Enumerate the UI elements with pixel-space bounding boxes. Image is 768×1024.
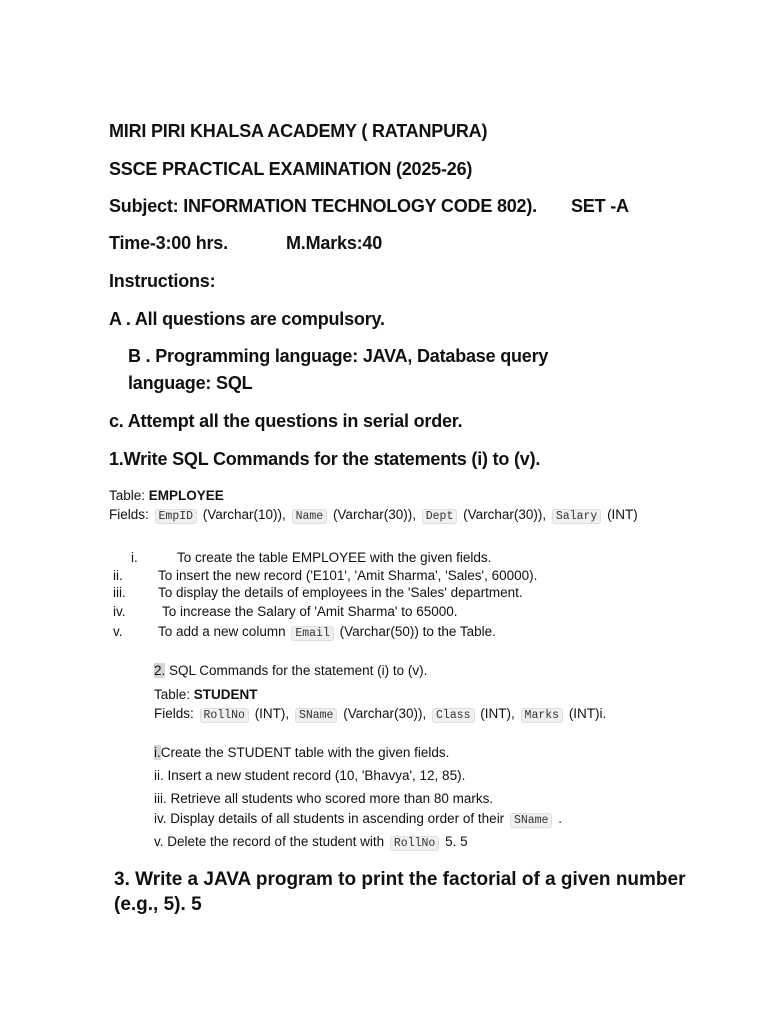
- field-type: (Varchar(30)),: [339, 706, 427, 721]
- q1-item-num: ii.: [113, 568, 123, 583]
- field-empid: EmpID: [155, 509, 198, 524]
- q3-line2: (e.g., 5). 5: [114, 894, 202, 915]
- q2-item-5-text: 5. 5: [441, 834, 468, 849]
- q1-item-num: v.: [113, 624, 123, 639]
- field-rollno: RollNo: [200, 708, 249, 723]
- q1-fields-line: [109, 507, 638, 523]
- q2-item-1-text: Create the STUDENT table with the given fields.: [160, 745, 450, 760]
- q1-item-num: i.: [131, 550, 138, 565]
- q1-item-text-part: (Varchar(50)) to the Table.: [335, 624, 496, 639]
- q2-number: 2.: [154, 663, 166, 678]
- field-dept: Dept: [422, 509, 458, 524]
- q2-item-1-num: i.: [154, 745, 161, 760]
- field-type: (INT),: [250, 706, 290, 721]
- field-sname: SName: [510, 813, 553, 828]
- q2-table-label: Table:: [154, 687, 194, 702]
- field-marks: Marks: [521, 708, 564, 723]
- q1-table-name: EMPLOYEE: [148, 488, 224, 503]
- field-name: Name: [292, 509, 328, 524]
- q2-item-3: iii. Retrieve all students who scored more than 80 marks.: [154, 791, 494, 806]
- field-rollno: RollNo: [390, 836, 439, 851]
- q2-title-text: SQL Commands for the statement (i) to (v).: [165, 663, 428, 678]
- q1-item-num: iv.: [113, 604, 126, 619]
- instruction-c: c. Attempt all the questions in serial order.: [109, 411, 463, 431]
- instruction-b-line2: language: SQL: [128, 373, 253, 393]
- q1-item-text: To display the details of employees in the 'Sales' department.: [158, 585, 523, 600]
- field-type: (INT)i.: [565, 706, 607, 721]
- q2-item-1: [154, 745, 449, 760]
- q1-item-num: iii.: [113, 585, 126, 600]
- field-type: (INT): [603, 507, 638, 522]
- instructions-title: Instructions:: [109, 271, 216, 291]
- field-type: (Varchar(10)),: [199, 507, 286, 522]
- q2-item-4: [154, 811, 562, 827]
- q2-table-name: STUDENT: [193, 687, 258, 702]
- q2-item-4-text: .: [554, 811, 562, 826]
- school-name: MIRI PIRI KHALSA ACADEMY ( RATANPURA): [109, 121, 488, 141]
- subject-line: Subject: INFORMATION TECHNOLOGY CODE 802).: [109, 196, 537, 216]
- time-label: Time-3:00 hrs.: [109, 233, 228, 253]
- field-email: Email: [291, 626, 334, 641]
- q2-title: [154, 663, 427, 678]
- q1-table-line: [109, 488, 224, 503]
- q2-table-line: [154, 687, 258, 702]
- q1-item-text: [158, 624, 496, 640]
- field-type: (Varchar(30)),: [459, 507, 547, 522]
- q1-item-text: To create the table EMPLOYEE with the given fields.: [177, 550, 492, 565]
- set-label: SET -A: [571, 196, 629, 216]
- q2-item-5-text: v. Delete the record of the student with: [154, 834, 388, 849]
- q2-fields-label: Fields:: [154, 706, 198, 721]
- q1-item-text-part: To add a new column: [158, 624, 290, 639]
- q3-line1: 3. Write a JAVA program to print the factorial of a given number: [114, 869, 686, 890]
- field-salary: Salary: [552, 509, 601, 524]
- q1-table-label: Table:: [109, 488, 149, 503]
- marks-label: M.Marks:40: [286, 233, 383, 253]
- q1-item-text: To increase the Salary of 'Amit Sharma' to 65000.: [162, 604, 458, 619]
- field-sname: SName: [295, 708, 338, 723]
- q2-fields-line: [154, 706, 606, 722]
- instruction-b-line1: B . Programming language: JAVA, Database query: [128, 346, 549, 366]
- field-class: Class: [432, 708, 475, 723]
- q1-fields-label: Fields:: [109, 507, 153, 522]
- q1-title: 1.Write SQL Commands for the statements (i) to (v).: [109, 449, 541, 469]
- exam-title: SSCE PRACTICAL EXAMINATION (2025-26): [109, 159, 473, 179]
- q1-item-text: To insert the new record ('E101', 'Amit Sharma', 'Sales', 60000).: [158, 568, 538, 583]
- q2-item-2: ii. Insert a new student record (10, 'Bhavya', 12, 85).: [154, 768, 466, 783]
- q2-item-4-text: iv. Display details of all students in ascending order of their: [154, 811, 508, 826]
- instruction-a: A . All questions are compulsory.: [109, 309, 385, 329]
- q2-item-5: [154, 834, 468, 850]
- field-type: (INT),: [476, 706, 515, 721]
- field-type: (Varchar(30)),: [329, 507, 416, 522]
